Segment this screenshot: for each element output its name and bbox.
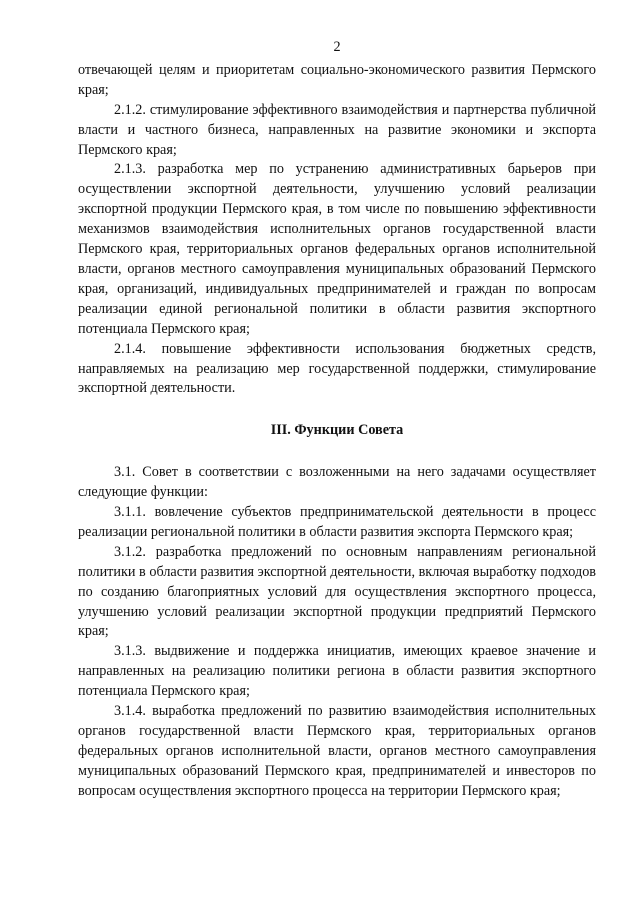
document-page (78, 38, 596, 802)
page-number: 2 (333, 39, 341, 55)
paragraph: 3.1.4. выработка предложений по развитию взаимодействия исполнительных органов государственной власти Пермского края, территориальных органов федеральных органов исполнительной власти, органов местного самоуправления муниципальных образований Пермского края, предпринимателей и инвесторов по вопросам осуществления экспортного процесса на территории Пермского края; (78, 703, 596, 799)
paragraph: 2.1.4. повышение эффективности использования бюджетных средств, направляемых на реализацию мер государственной поддержки, стимулирование экспортной деятельности. (78, 340, 596, 397)
paragraph: отвечающей целям и приоритетам социально-экономического развития Пермского края; (78, 61, 596, 98)
section-heading: III. Функции Совета (270, 422, 404, 439)
paragraph: 2.1.3. разработка мер по устранению административных барьеров при осуществлении экспортной деятельности, улучшению условий реализации экспортной продукции Пермского края, в том числе по повышению эффективности механизмов взаимодействия исполнительных органов государственной власти Пермского края, территориальных органов федеральных органов исполнительной власти, органов местного самоуправления муниципальных образований Пермского края, организаций, индивидуальных предпринимателей и граждан по вопросам реализации единой региональной политики в области развития экспортного потенциала Пермского края; (78, 161, 596, 337)
paragraph: 3.1. Совет в соответствии с возложенными на него задачами осуществляет следующие функции: (78, 464, 596, 501)
paragraph: 2.1.2. стимулирование эффективного взаимодействия и партнерства публичной власти и частного бизнеса, направленных на развитие экономики и экспорта Пермского края; (78, 101, 596, 158)
paragraph: 3.1.3. выдвижение и поддержка инициатив, имеющих краевое значение и направленных на реализацию политики региона в области развития экспортного потенциала Пермского края; (78, 643, 596, 700)
paragraph: 3.1.1. вовлечение субъектов предпринимательской деятельности в процесс реализации региональной политики в области развития экспорта Пермского края; (78, 504, 596, 540)
paragraph: 3.1.2. разработка предложений по основным направлениям региональной политики в области развития экспортной деятельности, включая выработку подходов по созданию благоприятных условий для осуществления экспортного процесса, улучшению условий реализации экспортной продукции предприятий Пермского края; (78, 543, 596, 640)
